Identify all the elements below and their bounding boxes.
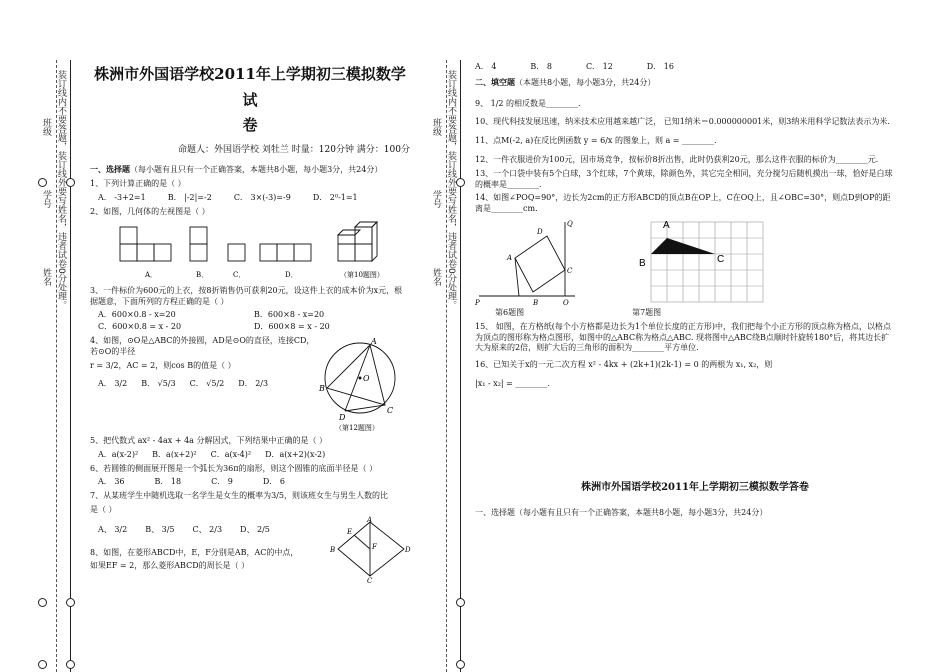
question-5: 5、把代数式 ax² - 4ax + 4a 分解因式，下列结果中正确的是（ ） [90,436,328,446]
label-b: B [330,545,336,554]
binding-dash-line [446,60,447,672]
binding-hole [456,660,465,669]
section-1-header: 一、选择题（每小题有且只有一个正确答案，本题共8小题，每小题3分，共24分） [90,163,383,174]
label-a: A [663,219,670,231]
question-11: 11、点M(-2, a)在反比例函数 y = 6/x 的图象上，则 a = ________. [475,136,717,146]
exam-title: 株洲市外国语学校2011年上学期初三模拟数学试 卷 [94,65,406,134]
option-d: D． 2⁰-1=1 [312,193,358,203]
option-d: D．600×8 = x - 20 [254,322,330,332]
option-d: D、 2/5 [240,524,270,534]
question-15: 15、 如图，在方格纸(每个小方格都是边长为1个单位长度的正方形)中，我们把每个小正方形的顶点称为格点，以格点为顶点的图形称为格点图形，如图中的△ABC称为格点△ABC. 现将图中△ABC绕B点顺时针旋转180°后，将其边长扩大为原来的2倍，则扩大后的三角形的面积为________平方单位. [475,321,892,353]
figure-caption: （第10题图） [340,270,384,279]
label-b: B [639,257,646,269]
label-e: E [347,527,353,536]
question-4: 4、如图，⊙O是△ABC的外接圆，AD是⊙O的直径，连接CD，若⊙O的半径 [90,336,315,356]
option-c: C． 12 [585,62,613,71]
question-8: 8、如图，在菱形ABCD中，E，F分别是AB，AC的中点， [90,547,299,557]
binding-hole [38,178,47,187]
label-b: B [319,384,325,394]
question-1-options [98,193,410,204]
question-4-block [90,333,410,433]
label-p: P [475,298,480,307]
field-name: 姓名 [431,268,441,286]
label-a: A [507,253,513,262]
question-16: 16、已知关于x的一元二次方程 x² - 4kx + (2k+1)(2k-1) = 0 的两根为 x₁, x₂，则 [475,360,773,370]
question-3-options [98,310,410,333]
option-b: B、 3/5 [145,524,175,534]
option-c: C． 3×(-3)=-9 [233,193,291,203]
option-a: A． -3+2=1 [98,193,146,203]
question-14: 14、如图∠POQ=90°，边长为2cm的正方形ABCD的顶点B在OP上，C在OQ上，且∠OBC=30°，则点D到OP的距离是________cm. [475,193,891,214]
question-9: 9、 1/2 的相反数是________. [475,98,581,108]
section-2-header: 二、填空题（本题共8小题，每小题3分，共24分） [475,76,656,87]
field-class: 班级 [431,118,441,136]
option-b: B． 18 [154,477,182,487]
figure-7-caption: 第7题图 [632,307,662,317]
figure-7-grid [635,218,765,308]
question-6: 6、若圆锥的侧面展开图是一个弧长为36π的扇形，则这个圆锥的底面半径是（ ） [90,463,378,473]
option-b: B． √5/3 [141,379,176,389]
field-number: 学号 [41,190,51,208]
question-13: 13、一个口袋中装有5个白球，3个红球，7个黄球，除颜色外，其它完全相同，充分搅匀后随机摸出一球，恰好是白球的概率是________. [475,168,893,189]
binding-hole [38,598,47,607]
question-2: 2、如图，几何体的左视图是（ ） [90,207,210,217]
question-7-cont: 是（ ） [90,505,117,514]
binding-hole [456,598,465,607]
label-c: C [567,266,573,275]
binding-hole [456,178,465,187]
right-page [431,0,950,672]
option-c: C．600×0.8 = x - 20 [98,322,182,332]
question-4-circle-figure [315,333,410,433]
binding-hole [38,660,47,669]
question-5-options [98,450,410,461]
field-number: 学号 [431,190,441,208]
binding-hole [66,660,75,669]
question-8-cont: 如果EF = 2，那么菱形ABCD的周长是（ ） [90,561,250,571]
label-o: O [563,298,569,307]
option-c-label: C． [233,270,246,279]
binding-dash-line [56,60,57,672]
question-7-options [98,525,330,536]
option-b: B．600×8 - x=20 [254,310,325,320]
option-a: A．a(x-2)² [98,449,139,459]
option-c: C． 9 [211,477,233,487]
figure-6-caption: 第6题图 [495,307,525,317]
binding-hole [66,178,75,187]
option-a: A．600×0.8 - x=20 [98,310,176,320]
binding-solid-line [460,60,461,672]
figure-captions [495,308,895,319]
question-4-options [98,379,315,390]
field-class: 班级 [41,118,51,136]
label-c: C [387,406,394,416]
option-b: B．a(x+2)² [152,449,197,459]
binding-note: 装订线内不要答题，装订线外要写姓名，违者试卷0分处理。 [56,70,66,310]
binding-hole [66,598,75,607]
option-d: D．a(x+2)(x-2) [265,449,326,459]
option-a: A． 4 [475,62,497,71]
figure-6 [475,218,585,308]
question-4-cont: r = 3/2，AC = 2，则cos B的值是（ ） [90,360,236,370]
question-7-8-block [90,515,411,585]
option-d: D． 16 [646,62,674,71]
label-q: Q [567,219,573,228]
answer-section-1: 一、选择题（每小题有且只有一个正确答案，本题共8小题，每小题3分，共24分） [475,508,768,518]
label-d: D [339,413,346,423]
question-6-options [98,477,410,488]
binding-margin-left [10,0,70,672]
option-d: D． 2/3 [238,379,269,389]
right-content [475,60,895,523]
label-f: F [372,542,377,551]
label-c: C [367,576,373,585]
label-d: D [537,227,543,236]
option-d: D． 6 [262,477,285,487]
question-12: 12、一件衣服进价为100元，因市场竞争，按标价8折出售，此时仍获利20元，那么这件衣服的标价为________元. [475,154,879,164]
question-10: 10、现代科技发展迅速，纳米技术应用越来越广泛， 已知1纳米＝0.000000001米，则3纳米用科学记数法表示为米. [475,117,890,127]
question-16-cont: |x₁ - x₂| = ________. [475,378,550,388]
label-o: O [363,374,370,384]
option-a: A． 3/2 [98,379,128,389]
option-c: C、 2/3 [192,524,223,534]
option-b: B． |-2|=-2 [167,193,212,203]
field-name: 姓名 [41,268,51,286]
binding-note: 装订线内不要答题，装订线外要写姓名，违者试卷0分处理。 [446,70,456,310]
label-a: A [367,515,373,524]
option-b-label: B． [196,270,209,279]
question-8-rhombus-figure [330,515,411,585]
label-d: D [405,545,411,554]
spacer [475,393,895,481]
option-b: B． 8 [530,62,552,71]
option-c: C．a(x-4)² [210,449,252,459]
figures-6-7 [475,218,895,308]
label-a: A [371,337,377,347]
answer-sheet-title: 株洲市外国语学校2011年上学期初三模拟数学答卷 [581,481,809,493]
left-content [90,62,411,585]
question-2-figure [90,221,400,283]
question-1: 1、下列计算正确的是（ ） [90,179,186,189]
option-a-label: A． [145,270,158,279]
figure-caption: （第12题图） [335,424,379,433]
option-a: A． 36 [98,477,125,487]
label-b: B [533,298,539,307]
option-d-label: D． [285,270,298,279]
exam-subtitle: 命题人：外国语学校 刘牡兰 时量：120分钟 满分：100分 [178,144,410,155]
question-3: 3、一件标价为600元的上衣，按8折销售仍可获利20元，设这件上衣的成本价为x元，根据题意，下面所列的方程正确的是（ ） [90,285,403,306]
option-c: C． √5/2 [189,379,225,389]
question-8-options [475,62,895,73]
option-a: A、 3/2 [98,524,128,534]
binding-margin-right [400,0,460,672]
question-7: 7、从某班学生中随机选取一名学生是女生的概率为3/5，则该班女生与男生人数的比 [90,491,388,501]
label-c: C [717,253,725,265]
binding-solid-line [70,60,71,672]
